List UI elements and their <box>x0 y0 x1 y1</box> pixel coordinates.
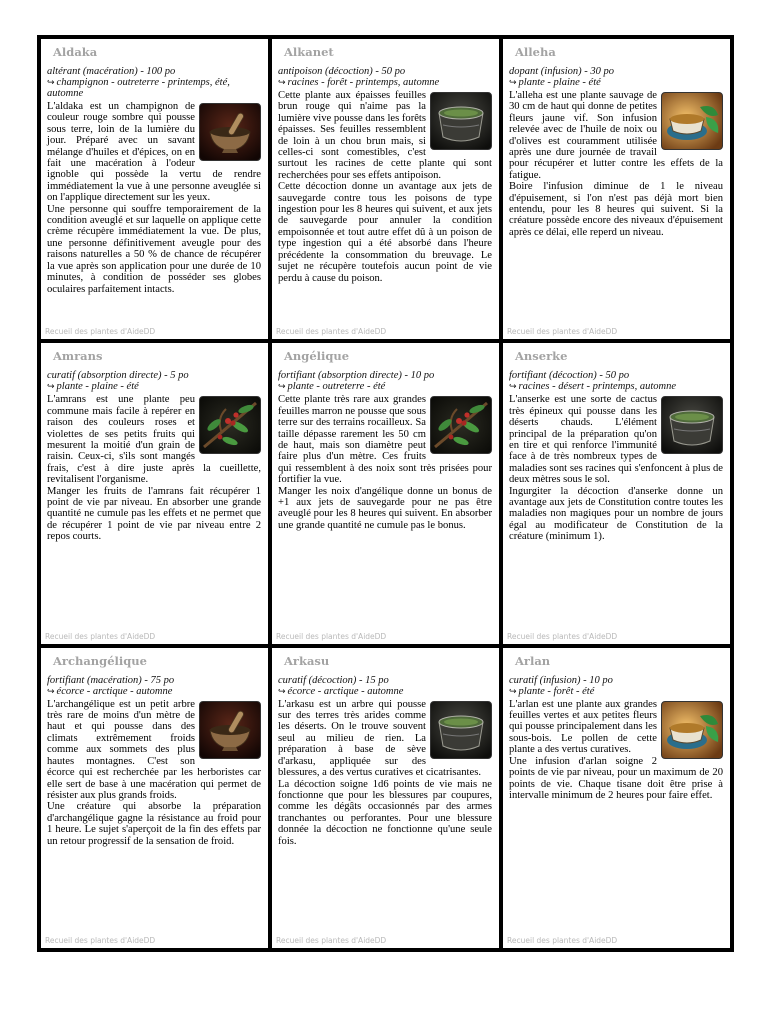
description-paragraph: Une personne qui souffre temporairement de la condition aveuglé et sur laquelle on applique cette crème récupère immédiatement la vue. De plus, une personne définitivement aveugle pour des raisons naturelles a 50 % de chance de récupérer la vue après son application pour une durée de 10 minutes, à condition de posséder ses globes oculaires parfaitement intacts. <box>47 203 261 295</box>
arrow-icon: ↪ <box>278 685 286 696</box>
card-description <box>278 394 492 531</box>
mortar-pestle-icon <box>199 701 261 759</box>
card-description <box>509 394 723 542</box>
description-paragraph: Cette plante très rare aux grandes feuilles marron ne pousse que sous terre sur des terrains rocailleux. Sa taille dépasse rarement les 50 cm de haut, mais son diamètre peut faire plus d'un mètre. Ces fruits qui ressemblent à des noix sont très prisées pour fortifier la vue. <box>278 394 492 486</box>
card-description <box>509 90 723 238</box>
cauldron-icon <box>430 92 492 150</box>
card-type: fortifiant (macération) - 75 po <box>47 674 175 686</box>
card-origin-text: racines - désert - printemps, automne <box>518 381 677 393</box>
tea-cup-icon <box>661 701 723 759</box>
card-footer: Recueil des plantes d'AideDD <box>45 631 156 641</box>
card-type: fortifiant (absorption directe) - 10 po <box>278 370 435 382</box>
plant-card-7 <box>41 648 268 948</box>
description-paragraph: L'archangélique est un petit arbre très rare de moins d'un mètre de haut et qui pousse dans des climats extrêmement froids comme aux sommets des plus hautes montagnes. C'est son écorce qui est recherchée par les herboristes car elle sert de base à une macération qui permet de résister aux plus grands froids. <box>47 698 261 801</box>
card-origin <box>509 381 723 392</box>
card-title: Angélique <box>284 349 350 364</box>
card-description <box>47 699 261 847</box>
arrow-icon: ↪ <box>47 381 55 392</box>
description-paragraph: L'arkasu est un arbre qui pousse sur des terres très arides comme les déserts. On le trouve souvent seul au milieu de rien. La préparation à base de sève d'arkasu, appliquée sur des blessures, a des vertus curatives et cicatrisantes. <box>278 698 481 779</box>
description-paragraph: L'anserke est une sorte de cactus très épineux qui pousse dans les déserts chauds. L'élément principal de la préparation qu'on en tire et qui renforce l'immunité face à de très nombreux types de maladies sont ses racines qui s'enfoncent à plus de deux mètres sous le sol. <box>509 394 723 486</box>
plant-card-2 <box>272 39 499 339</box>
card-title: Anserke <box>515 349 568 364</box>
card-origin-text: écorce - arctique - automne <box>287 685 404 697</box>
card-origin <box>509 77 723 88</box>
card-title: Arkasu <box>284 653 330 668</box>
plant-card-3 <box>503 39 730 339</box>
plant-card-5 <box>272 343 499 643</box>
mortar-pestle-icon <box>199 103 261 161</box>
card-description <box>47 394 261 542</box>
card-title: Aldaka <box>53 45 98 59</box>
arrow-icon: ↪ <box>509 77 517 87</box>
card-origin <box>47 381 261 392</box>
card-origin-text: écorce - arctique - automne <box>56 685 173 697</box>
card-title: Amrans <box>53 349 103 364</box>
card-origin-text: plante - forêt - été <box>518 685 595 697</box>
description-paragraph: La décoction soigne 1d6 points de vie mais ne fonctionne que pour les blessures par coupures, comme les dégâts occasionnés par des armes tranchantes ou perforantes. Pour une blessure donnée la décoction ne fonctionne qu'une seule fois. <box>278 778 492 847</box>
plant-card-4 <box>41 343 268 643</box>
description-paragraph: L'alleha est une plante sauvage de 30 cm de haut qui donne de petites fleurs jaune vif. Son infusion relevée avec de l'huile de noix ou d'olives est couramment utilisée après une dure journée de travail pour récupérer et lutter contre les effets de la fatigue. <box>509 90 723 181</box>
description-paragraph: Cette décoction donne un avantage aux jets de sauvegarde contre tous les poisons de type ingestion pour les 8 heures qui suivent, et aux jets de sauvegarde pour annuler la condition empoisonnée et tout autre effet dû à un poison de type ingestion qui a été absorbé dans l'heure précédente la consommation du breuvage. Le sujet ne récupère toutefois aucun point de vie perdu à cause du poison. <box>278 181 492 284</box>
card-type: fortifiant (décoction) - 50 po <box>509 370 630 382</box>
description-paragraph: Manger les fruits de l'amrans fait récupérer 1 point de vie par niveau. En absorber une grande quantité ne cumule pas les effets et ne permet que de récupérer 1 point de vie par niveau entre 2 repos courts. <box>47 485 261 543</box>
plant-card-8 <box>272 648 499 948</box>
arrow-icon: ↪ <box>509 685 517 696</box>
card-footer: Recueil des plantes d'AideDD <box>276 936 387 945</box>
card-description <box>278 699 492 847</box>
arrow-icon: ↪ <box>47 77 55 87</box>
card-origin <box>47 77 261 99</box>
card-origin-text: plante - plaine - été <box>56 381 139 393</box>
card-origin <box>278 686 492 697</box>
cauldron-icon <box>430 701 492 759</box>
plant-card-6 <box>503 343 730 643</box>
card-footer: Recueil des plantes d'AideDD <box>276 327 387 337</box>
description-paragraph: Cette plante aux épaisses feuilles brun rouge qui n'aime pas la lumière vive pousse dans les forêts épaisses. Ses feuilles ressemblent de loin à un chou brun mais, si celles-ci sont comestibles, c'est surtout les racines de cette plante qui sont recherchées pour ses effets antipoison. <box>278 90 492 181</box>
card-footer: Recueil des plantes d'AideDD <box>507 631 618 641</box>
arrow-icon: ↪ <box>278 77 286 87</box>
card-title: Archangélique <box>53 653 147 668</box>
card-sheet <box>37 35 734 952</box>
card-title: Alkanet <box>284 45 334 59</box>
card-footer: Recueil des plantes d'AideDD <box>507 936 618 945</box>
card-origin <box>509 686 723 697</box>
card-footer: Recueil des plantes d'AideDD <box>276 631 387 641</box>
berry-branch-icon <box>430 396 492 454</box>
card-description <box>509 699 723 802</box>
card-origin-text: plante - outreterre - été <box>287 381 386 393</box>
arrow-icon: ↪ <box>509 381 517 392</box>
card-title: Alleha <box>515 45 556 59</box>
card-type: antipoison (décoction) - 50 po <box>278 66 406 77</box>
berry-branch-icon <box>199 396 261 454</box>
arrow-icon: ↪ <box>278 381 286 392</box>
card-origin-text: plante - plaine - été <box>518 77 601 88</box>
description-paragraph: L'aldaka est un champignon de couleur rouge sombre qui pousse sous terre, loin de la lumière du jour. Préparé avec un savant mélange d'huiles et d'épices, on en fait une macération à l'odeur ignoble qui possède la vertu de rendre immédiatement la vue à une personne aveuglée si on l'applique directement sur les yeux. <box>47 101 261 204</box>
card-origin-text: racines - forêt - printemps, automne <box>287 77 440 88</box>
card-footer: Recueil des plantes d'AideDD <box>45 936 156 945</box>
tea-cup-icon <box>661 92 723 150</box>
description-paragraph: Ingurgiter la décoction d'anserke donne un avantage aux jets de Constitution contre toutes les maladies non magiques pour un nombre de jours égal au modificateur de Constitution de la créature (minimum 1). <box>509 485 723 543</box>
card-description <box>278 90 492 284</box>
cauldron-icon <box>661 396 723 454</box>
card-type: altérant (macération) - 100 po <box>47 66 176 77</box>
card-origin <box>278 77 492 88</box>
arrow-icon: ↪ <box>47 685 55 696</box>
card-origin-text: champignon - outreterre - printemps, été, automne <box>47 77 230 99</box>
description-paragraph: Boire l'infusion diminue de 1 le niveau d'épuisement, si l'on n'est pas déjà mort bien entendu, pour les 8 heures qui suivent. Si la créature possède encore des niveaux d'épuisement après ce délai, elle reperd un niveau. <box>509 181 723 238</box>
description-paragraph: Une créature qui absorbe la préparation d'archangélique gagne la résistance au froid pour 1 heure. Le sujet s'aperçoit de la fin des effets par un retour progressif de la sensation de froid. <box>47 801 261 847</box>
description-paragraph: Une infusion d'arlan soigne 2 points de vie par niveau, pour un maximum de 20 points de vie. Chaque tisane doit être prise à intervalle minimum de 2 heures pour faire effet. <box>509 755 723 801</box>
card-footer: Recueil des plantes d'AideDD <box>45 327 156 337</box>
plant-card-9 <box>503 648 730 948</box>
description-paragraph: L'arlan est une plante aux grandes feuilles vertes et aux petites fleurs qui pousse principalement dans les sous-bois. Le pollen de cette plante a des vertus curatives. <box>509 698 657 756</box>
card-type: curatif (absorption directe) - 5 po <box>47 370 189 382</box>
plant-card-1 <box>41 39 268 339</box>
card-title: Arlan <box>515 653 551 668</box>
card-type: dopant (infusion) - 30 po <box>509 66 614 77</box>
description-paragraph: Manger les noix d'angélique donne un bonus de +1 aux jets de sauvegarde pour ne pas être aveuglé pour les 8 heures qui suivent. En absorber une grande quantité ne cumule pas le bonus. <box>278 485 492 531</box>
card-type: curatif (infusion) - 10 po <box>509 674 613 686</box>
card-type: curatif (décoction) - 15 po <box>278 674 389 686</box>
card-footer: Recueil des plantes d'AideDD <box>507 327 618 337</box>
description-paragraph: L'amrans est une plante peu commune mais facile à repérer en raison des couleurs roses et violettes de ses petits fruits qui mesurent la moitié d'un grain de raisin. Ceux-ci, s'ils sont mangés frais, c'est à dire juste après la cueillette, revitalisent l'organisme. <box>47 394 261 486</box>
card-description <box>47 101 261 295</box>
card-origin <box>47 686 261 697</box>
card-origin <box>278 381 492 392</box>
